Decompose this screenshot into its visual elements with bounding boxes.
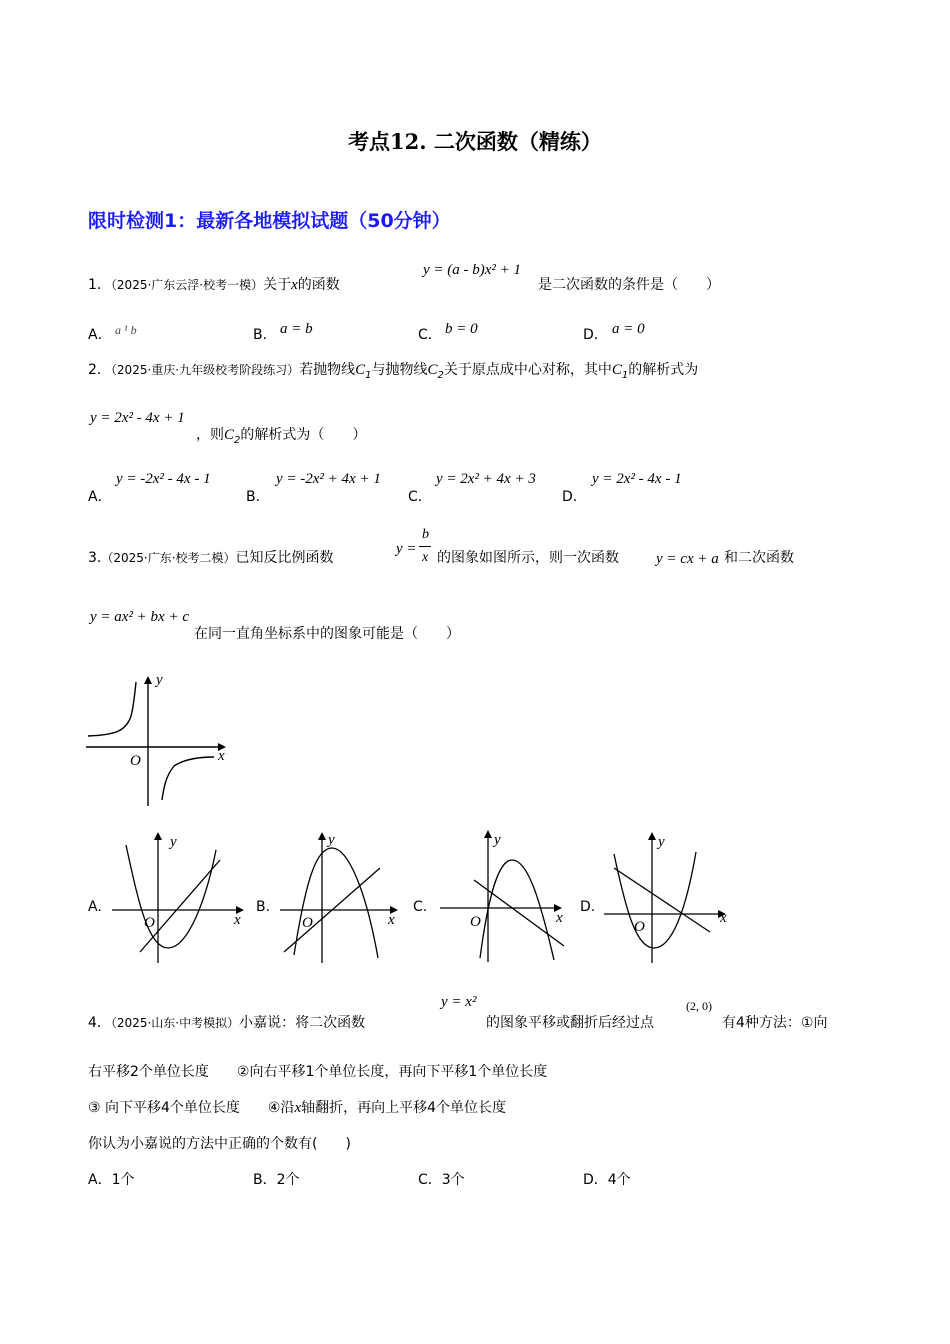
q1-option-a-label: A． [88, 327, 112, 343]
y-label: y [494, 832, 501, 848]
q1-option-c-label: C． [418, 327, 442, 343]
q4-point: (2, 0) [686, 999, 712, 1013]
q1-text-b: 的函数 [297, 277, 340, 293]
origin-label: O [144, 915, 155, 931]
q3-frac-num: b [422, 527, 429, 542]
q3-text-d: 在同一直角坐标系中的图象可能是（ ） [194, 626, 460, 642]
q3-text-b: 的图象如图所示，则一次函数 [437, 550, 619, 566]
q1-option-b[interactable] [253, 324, 277, 344]
q1-option-d-label: D． [583, 327, 608, 343]
question-1 [88, 274, 340, 294]
question-3 [88, 547, 334, 567]
q3-option-a[interactable]: A. [88, 899, 102, 915]
q4-option-a[interactable]: A．1个 [88, 1172, 135, 1188]
q2-text-b: 与抛物线 [371, 362, 428, 378]
q4-text-a: 小嘉说：将二次函数 [239, 1015, 366, 1031]
y-axis-arrow [154, 832, 162, 840]
q1-option-c-math: b = 0 [445, 321, 478, 337]
q3-text-c: 和二次函数 [724, 550, 794, 566]
question-2 [88, 359, 698, 381]
parabola [126, 845, 216, 948]
y-axis-arrow [484, 830, 492, 838]
q2-option-d-math: y = 2x² - 4x - 1 [592, 471, 682, 487]
line [614, 868, 710, 932]
q2-number: 2． [88, 362, 111, 378]
q4-line-3-a: ③ 向下平移4个单位长度 ④沿 [88, 1100, 295, 1116]
q1-number: 1． [88, 277, 111, 293]
q2-option-c-math: y = 2x² + 4x + 3 [436, 471, 536, 487]
q4-source: （2025·山东·中考模拟） [110, 1016, 240, 1030]
q4-line-3 [88, 1097, 506, 1117]
q4-option-d[interactable]: D．4个 [583, 1172, 631, 1188]
line [140, 860, 220, 952]
x-label: x [720, 910, 727, 926]
q2-formula: y = 2x² - 4x + 1 [90, 410, 185, 426]
q1-option-b-label: B． [253, 327, 277, 343]
hyperbola-branch-right [162, 757, 214, 800]
x-label: x [556, 910, 563, 926]
page-title: 考点12. 二次函数（精练） [348, 129, 602, 154]
q2-text-c: 关于原点成中心对称，其中 [443, 362, 612, 378]
q3-option-a-graph[interactable] [108, 830, 248, 965]
q2-option-c-label: C． [408, 489, 432, 505]
q2-c1-sub: 1 [365, 369, 372, 381]
q3-frac-den: x [422, 550, 429, 565]
q4-line-4: 你认为小嘉说的方法中正确的个数有( ) [88, 1136, 351, 1152]
origin-label: O [634, 919, 645, 935]
q2-text-a: 若抛物线 [299, 362, 356, 378]
q1-option-c[interactable] [418, 324, 442, 344]
q1-option-a[interactable] [88, 324, 112, 344]
parabola [480, 860, 554, 960]
q4-number: 4． [88, 1015, 111, 1031]
q3-number: 3. [88, 550, 102, 566]
y-axis-arrow [318, 832, 326, 840]
q3-linear: y = cx + a [656, 551, 719, 567]
q2-text-f: 的解析式为（ ） [240, 427, 367, 443]
q3-option-d-graph[interactable] [600, 830, 740, 965]
q2-c2-sub: 2 [437, 369, 444, 381]
q2-option-a-label: A． [88, 489, 112, 505]
q1-option-a-math: a ¹ b [115, 323, 137, 337]
q3-frac-bar [419, 546, 431, 547]
q2-c1-ref-sub: 1 [621, 369, 629, 381]
q3-option-d[interactable]: D. [580, 899, 596, 915]
q2-c1-ref: C [611, 362, 622, 378]
q2-text-e: ，则 [196, 427, 224, 443]
q2-option-a[interactable] [88, 486, 112, 506]
origin-label: O [302, 915, 313, 931]
q2-option-b-math: y = -2x² + 4x + 1 [276, 471, 381, 487]
q2-option-b[interactable] [246, 486, 270, 506]
q2-tail [196, 424, 366, 446]
q2-c2-ref: C [224, 427, 235, 443]
q2-c1: C [355, 362, 366, 378]
hyperbola-branch-left [88, 682, 136, 736]
q3-frac-lhs: y = [396, 541, 417, 557]
q2-c2: C [427, 362, 438, 378]
q1-source: （2025·广东云浮·校考一模） [110, 278, 264, 292]
y-label: y [328, 832, 335, 848]
q1-text: 关于 [263, 277, 292, 293]
parabola [294, 848, 378, 958]
q3-source: （2025·广东·校考二模） [101, 551, 236, 565]
q3-option-c-graph[interactable] [436, 828, 576, 965]
q3-option-b[interactable]: B. [256, 899, 271, 915]
q1-text-c: 是二次函数的条件是（ ） [538, 277, 720, 293]
q4-line-2: 右平移2个单位长度 ②向右平移1个单位长度，再向下平移1个单位长度 [88, 1064, 548, 1080]
y-axis-arrow [144, 676, 152, 684]
origin-label: O [470, 914, 481, 930]
y-axis-label: y [156, 672, 163, 688]
question-4 [88, 1012, 365, 1032]
q2-option-c[interactable] [408, 486, 432, 506]
x-label: x [388, 912, 395, 928]
q4-option-b[interactable]: B．2个 [253, 1172, 300, 1188]
q2-option-d-label: D． [562, 489, 587, 505]
q1-option-b-math: a = b [280, 321, 313, 337]
q2-option-a-math: y = -2x² - 4x - 1 [116, 471, 211, 487]
q1-option-d-math: a = 0 [612, 321, 645, 337]
q3-text-a: 已知反比例函数 [235, 550, 334, 566]
y-label: y [170, 834, 177, 850]
y-axis-arrow [648, 832, 656, 840]
q2-option-d[interactable] [562, 486, 587, 506]
q3-option-c[interactable]: C. [413, 899, 428, 915]
x-axis-label: x [218, 748, 225, 764]
section-heading: 限时检测1：最新各地模拟试题（50分钟） [88, 210, 451, 232]
q2-option-b-label: B． [246, 489, 270, 505]
q1-var: x [291, 277, 298, 293]
q4-formula: y = x² [441, 994, 477, 1010]
q4-line-3-var: x [294, 1100, 302, 1116]
q4-text-b: 的图象平移或翻折后经过点 [486, 1015, 654, 1031]
origin-label: O [130, 753, 141, 769]
parabola [614, 852, 696, 948]
q4-option-c[interactable]: C．3个 [418, 1172, 465, 1188]
q3-quad: y = ax² + bx + c [90, 609, 189, 625]
q4-text-c: 有4种方法：①向 [722, 1015, 828, 1031]
q1-formula: y = (a - b)x² + 1 [423, 262, 522, 278]
y-label: y [658, 834, 665, 850]
q2-text-d: 的解析式为 [628, 362, 699, 378]
x-label: x [234, 912, 241, 928]
q3-option-b-graph[interactable] [276, 830, 406, 965]
q3-hyperbola-figure [84, 668, 234, 808]
q2-source: （2025·重庆·九年级校考阶段练习） [110, 363, 300, 377]
q1-option-d[interactable] [583, 324, 608, 344]
q4-line-3-b: 轴翻折，再向上平移4个单位长度 [301, 1100, 507, 1116]
q2-c2-ref-sub: 2 [234, 434, 241, 446]
